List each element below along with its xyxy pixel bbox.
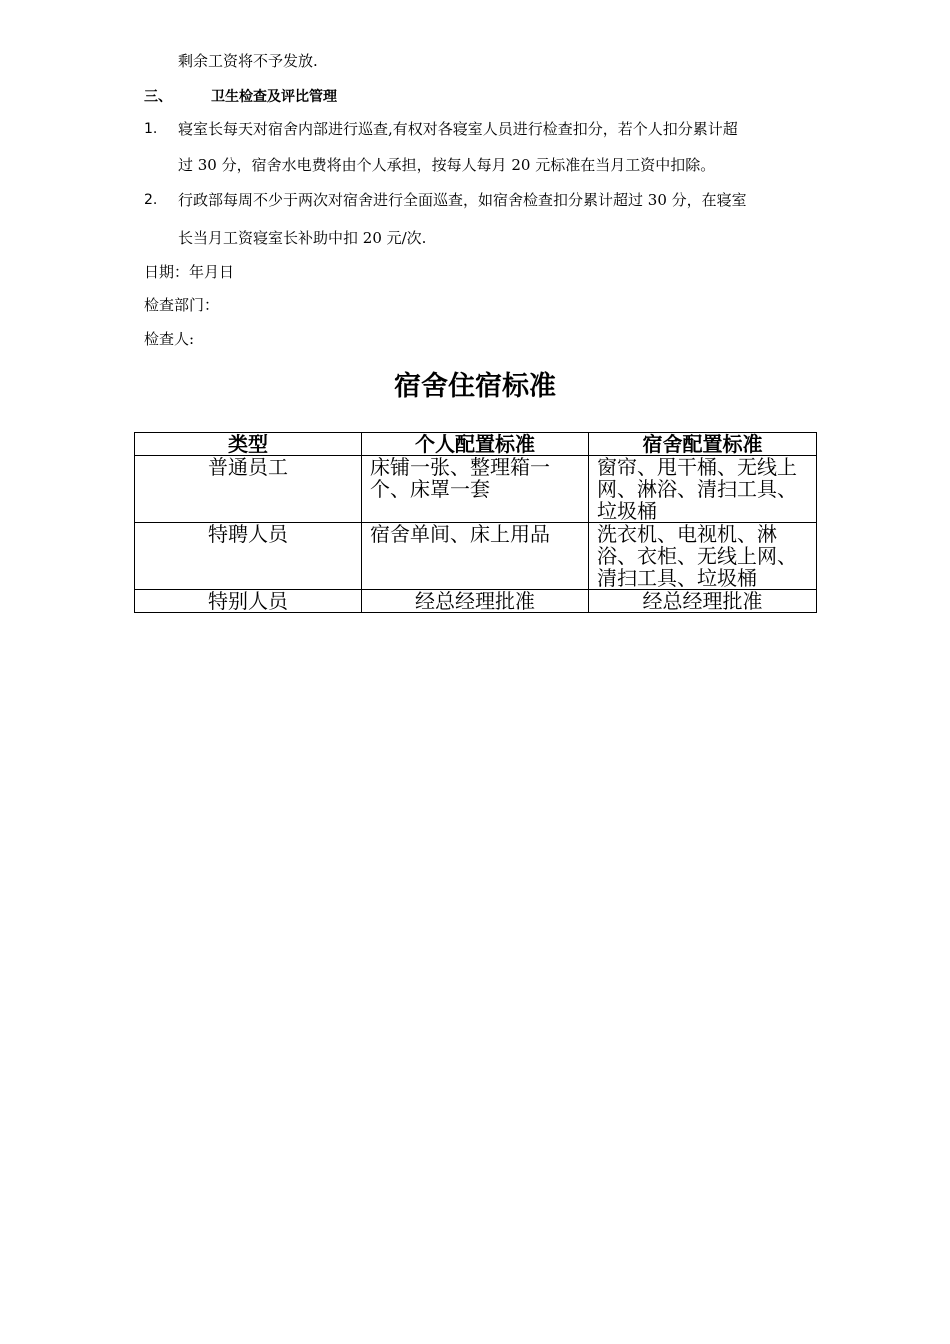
accommodation-standard-table (134, 432, 817, 613)
header-dorm-config: 宿舍配置标准 (589, 433, 817, 456)
item-2-number: 2. (144, 192, 158, 208)
table-header-row (135, 433, 817, 456)
document-title: 宿舍住宿标准 (394, 371, 556, 402)
inspector-field: 检查人: (144, 330, 195, 348)
cell-personal-config: 床铺一张、整理箱一个、床罩一套 (362, 456, 589, 523)
section-number: 三、 (144, 89, 172, 105)
cell-dorm-config: 洗衣机、电视机、淋浴、衣柜、无线上网、清扫工具、垃圾桶 (589, 523, 817, 590)
item-2-line-1: 行政部每周不少于两次对宿舍进行全面巡查，如宿舍检查扣分累计超过 30 分，在寝室 (178, 191, 747, 209)
item-1-number: 1. (144, 121, 158, 137)
table-row (135, 523, 817, 590)
item-1-line-2: 过 30 分，宿舍水电费将由个人承担，按每人每月 20 元标准在当月工资中扣除。 (178, 156, 716, 174)
cell-type: 特别人员 (135, 590, 362, 613)
cell-type: 普通员工 (135, 456, 362, 523)
cell-type: 特聘人员 (135, 523, 362, 590)
header-personal-config: 个人配置标准 (362, 433, 589, 456)
cell-personal-config: 经总经理批准 (362, 590, 589, 613)
date-field: 日期：年月日 (144, 263, 235, 281)
intro-tail-text: 剩余工资将不予发放. (178, 52, 318, 70)
table-row (135, 456, 817, 523)
section-title: 卫生检查及评比管理 (211, 89, 337, 105)
cell-personal-config: 宿舍单间、床上用品 (362, 523, 589, 590)
cell-dorm-config: 窗帘、甩干桶、无线上网、淋浴、清扫工具、垃圾桶 (589, 456, 817, 523)
table-row (135, 590, 817, 613)
header-type: 类型 (135, 433, 362, 456)
cell-dorm-config: 经总经理批准 (589, 590, 817, 613)
item-2-line-2: 长当月工资寝室长补助中扣 20 元/次. (178, 229, 427, 247)
item-1-line-1: 寝室长每天对宿舍内部进行巡查,有权对各寝室人员进行检查扣分，若个人扣分累计超 (178, 120, 738, 138)
department-field: 检查部门： (144, 296, 220, 314)
